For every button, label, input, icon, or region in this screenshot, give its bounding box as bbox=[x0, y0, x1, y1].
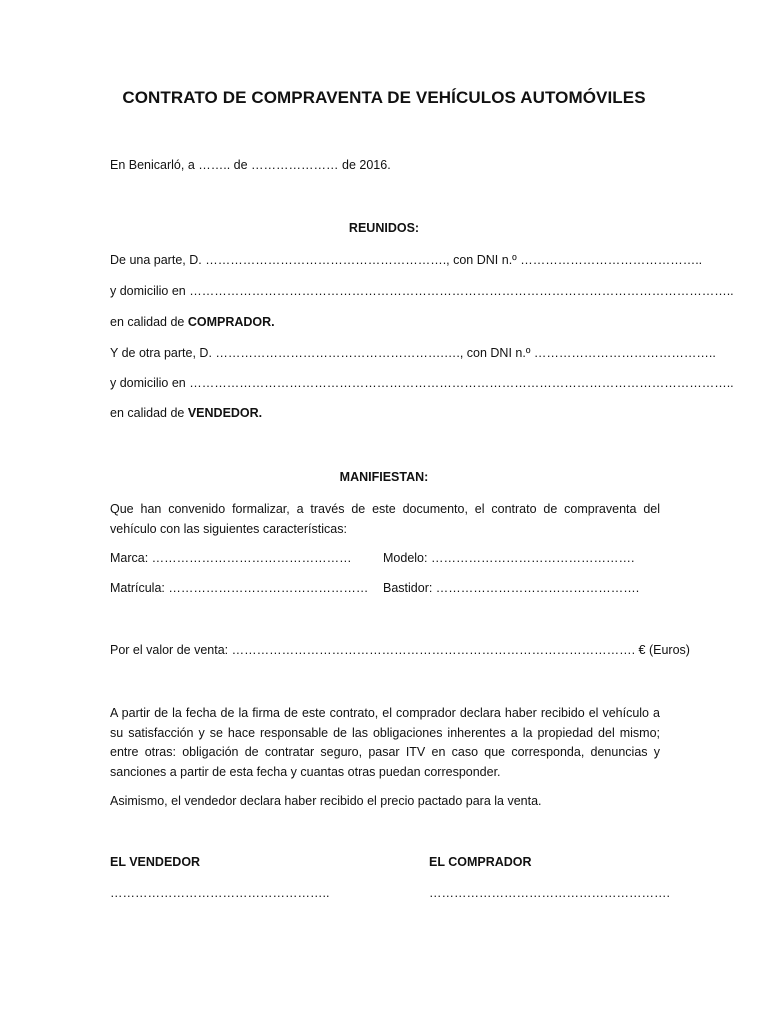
party1-role: COMPRADOR. bbox=[187, 315, 275, 329]
party2-role-line bbox=[110, 406, 262, 420]
party1-role-prefix: en calidad de bbox=[110, 315, 188, 329]
buyer-label: EL COMPRADOR bbox=[429, 855, 532, 869]
matricula-field: Matrícula: ………………………………………… bbox=[110, 581, 369, 595]
manifiestan-heading: MANIFIESTAN: bbox=[339, 470, 429, 484]
bastidor-field: Bastidor: …………………………………………. bbox=[383, 581, 640, 595]
vehicle-intro: Que han convenido formalizar, a través de este documento, el contrato de compraventa del vehículo con las siguientes características: bbox=[110, 502, 660, 536]
marca-field: Marca: ………………………………………… bbox=[110, 551, 352, 565]
buyer-signature-line: …………………………………………………. bbox=[429, 886, 670, 900]
seller-signature-line: …………………………………………….. bbox=[110, 886, 330, 900]
party1-role-line bbox=[110, 315, 275, 329]
party2-name-line: Y de otra parte, D. ……………………………………………….…., con DNI n.º …………………………………….. bbox=[110, 346, 716, 360]
party1-address-line: y domicilio en ………………………………………………………………………………………………………………….. bbox=[110, 284, 734, 298]
responsibility-clause: A partir de la fecha de la firma de este contrato, el comprador declara haber recibido el vehículo a su satisfacción y se hace responsable de las obligaciones inherentes a la propiedad del mismo; entre otras: obligación de contratar seguro, pasar ITV en caso que corresponda, denuncias y sanciones a partir de esta fecha y cuantas otras puedan corresponder. bbox=[110, 706, 660, 779]
party2-role-prefix: en calidad de bbox=[110, 406, 188, 420]
payment-clause: Asimismo, el vendedor declara haber recibido el precio pactado para la venta. bbox=[110, 794, 542, 808]
party1-name-line: De una parte, D. …………………………………………………., con DNI n.º …………………………………….. bbox=[110, 253, 703, 267]
seller-label: EL VENDEDOR bbox=[110, 855, 201, 869]
sale-value-line: Por el valor de venta: ……………………………………………………………………………………. € (Euros) bbox=[110, 643, 690, 657]
reunidos-heading: REUNIDOS: bbox=[348, 221, 420, 235]
party2-address-line: y domicilio en ………………………………………………………………………………………………………………….. bbox=[110, 376, 734, 390]
modelo-field: Modelo: …………………………………………. bbox=[383, 551, 635, 565]
party2-role: VENDEDOR. bbox=[187, 406, 263, 420]
document-title: CONTRATO DE COMPRAVENTA DE VEHÍCULOS AUTOMÓVILES bbox=[122, 88, 646, 107]
place-date: En Benicarló, a …….. de ………………… de 2016. bbox=[110, 158, 391, 172]
